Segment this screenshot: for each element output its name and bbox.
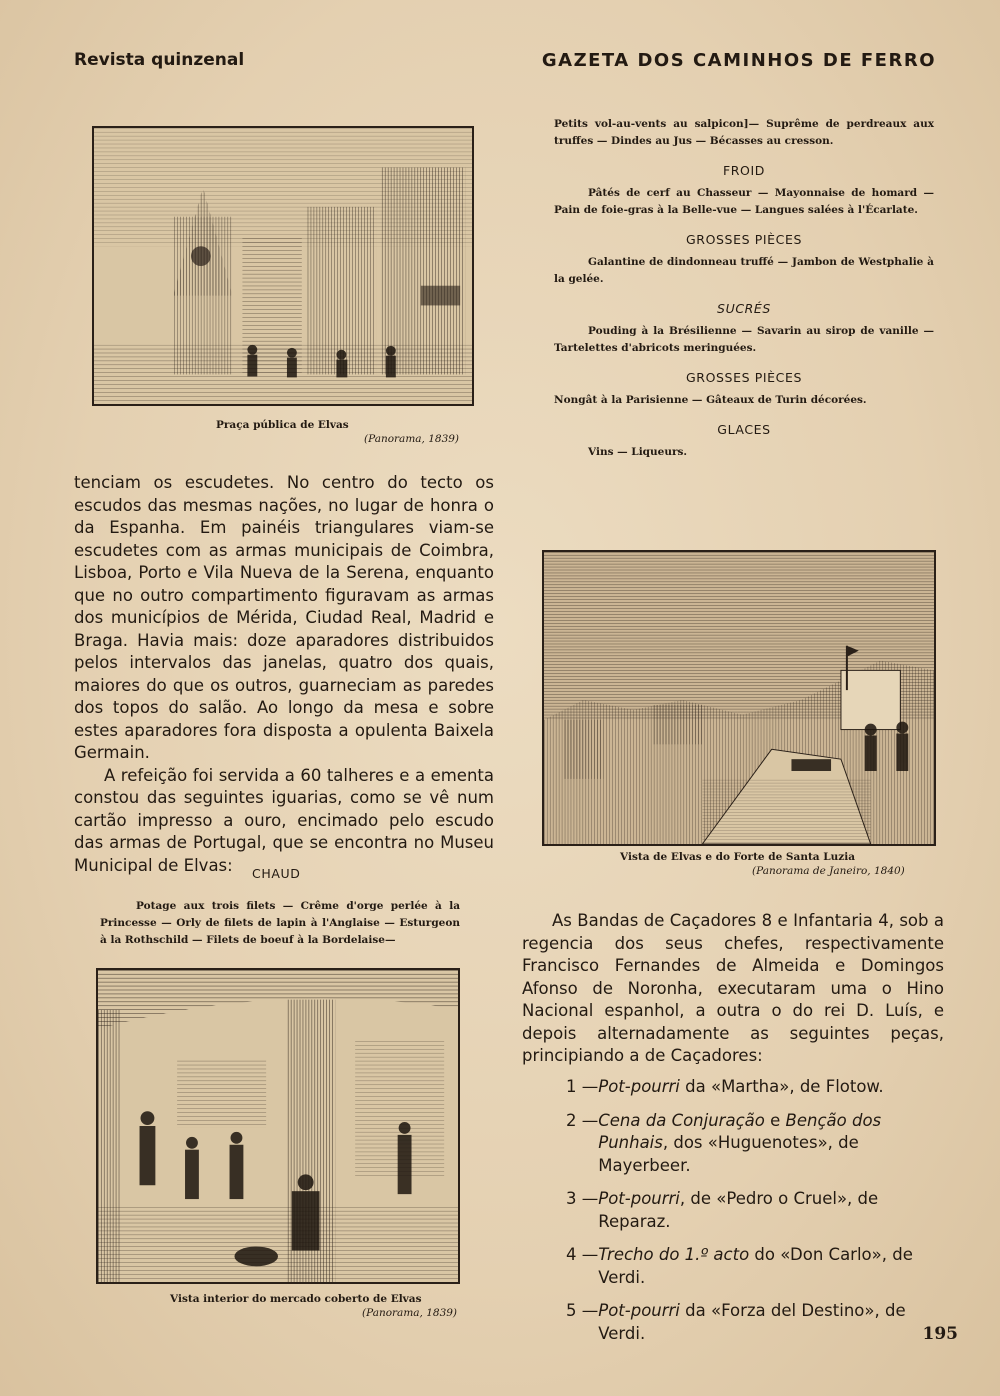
menu-chaud-text: Potage aux trois filets — Crême d'orge perlée à la Princesse — Orly de filets de lapin à l'Anglaise — Esturgeon à la Rothschild — Filets de boeuf à la Bordelaise— <box>100 900 460 946</box>
music-piece-4-title: Trecho do 1.º acto <box>598 1245 750 1264</box>
header-left: Revista quinzenal <box>74 50 245 70</box>
menu-grosses-pieces-title-2: GROSSES PIÈCES <box>686 370 802 385</box>
menu-grosses-pieces-title-1: GROSSES PIÈCES <box>686 232 802 247</box>
menu-froid-text: Pâtés de cerf au Chasseur — Mayonnaise de homard — Pain de foie-gras à la Belle-vue — Langues salées à l'Écarlate. <box>554 187 934 216</box>
menu-grosses-pieces-text-1: Galantine de dindonneau truffé — Jambon de Westphalie à la gelée. <box>554 256 934 285</box>
music-piece-1 <box>566 1076 944 1099</box>
paragraph-1: tenciam os escudetes. No centro do tecto os escudos das mesmas nações, no lugar de honra o da Espanha. Em painéis triangulares viam-se escudetes com as armas municipais de Coimbra, Lisboa, Porto e Vila Nueva de la Serena, enquanto que no outro compartimento figuravam as armas dos municípios de Mérida, Ciudad Real, Madrid e Braga. Havia mais: doze aparadores distribuidos pelos intervalos das janelas, quatro dos quais, maiores do que os outros, guarneciam as paredes dos topos do salão. Ao longo da mesa e sobre estes aparadores fora disposta a opulenta Baixela Germain. <box>74 473 494 762</box>
menu-grosses-pieces-text-2: Nongât à la Parisienne — Gâteaux de Turin décorées. <box>554 394 867 406</box>
bands-paragraph <box>522 910 944 1068</box>
engraving-praca-publica <box>92 126 474 406</box>
music-piece-2-number: 2 — <box>566 1110 599 1130</box>
music-piece-5 <box>566 1300 944 1345</box>
caption-praca-source <box>364 432 459 446</box>
left-column-text <box>74 472 494 877</box>
music-piece-4-rest: do «Don Carlo», de Verdi. <box>598 1245 913 1287</box>
menu-chaud-title: CHAUD <box>252 866 301 881</box>
menu-continuation: Petits vol-au-vents au salpicon]— Suprême de perdreaux aux truffes — Dindes au Jus — Bécasses au cresson. <box>554 118 934 147</box>
menu-glaces-title: GLACES <box>717 422 771 437</box>
music-piece-3 <box>566 1188 944 1233</box>
menu-sucres-title: SUCRÉS <box>717 301 771 316</box>
caption-praca-source-text: (Panorama, 1839) <box>364 433 460 445</box>
menu-glaces-text: Vins — Liqueurs. <box>588 446 688 458</box>
caption-mercado-title: Vista interior do mercado coberto de Elvas <box>170 1293 422 1305</box>
caption-mercado <box>170 1292 422 1306</box>
music-piece-2-title2: Benção dos Punhais <box>598 1110 882 1152</box>
music-piece-2-title: Cena da Conjuração <box>598 1110 765 1130</box>
caption-vista-source-text: (Panorama de Janeiro, 1840) <box>752 865 905 877</box>
caption-praca-title: Praça pública de Elvas <box>216 419 349 431</box>
music-piece-1-number: 1 — <box>566 1077 599 1096</box>
music-piece-5-rest: da «Forza del Destino», de Verdi. <box>598 1301 906 1343</box>
music-piece-1-rest: da «Martha», de Flotow. <box>679 1077 884 1096</box>
music-piece-2-rest2: , dos «Huguenotes», de Mayerbeer. <box>598 1133 859 1175</box>
page-number: 195 <box>922 1324 958 1344</box>
caption-vista-title: Vista de Elvas e do Forte de Santa Luzia <box>620 851 856 863</box>
music-piece-5-title: Pot-pourri <box>598 1301 680 1320</box>
music-pieces-list <box>566 1076 944 1356</box>
paragraph-2: A refeição foi servida a 60 talheres e a ementa constou das seguintes iguarias, como se vê num cartão impresso a ouro, encimado pelo escudo das armas de Portugal, que se encontra no Museu Municipal de Elvas: <box>74 765 494 875</box>
engraving-vista-elvas <box>542 550 936 846</box>
music-piece-3-number: 3 — <box>566 1189 599 1208</box>
music-piece-3-rest: , de «Pedro o Cruel», de Reparaz. <box>598 1189 879 1231</box>
caption-praca <box>216 418 349 432</box>
caption-mercado-source <box>362 1306 457 1320</box>
engraving-mercado <box>96 968 460 1284</box>
music-piece-5-number: 5 — <box>566 1301 599 1320</box>
music-piece-4 <box>566 1244 944 1289</box>
music-piece-2-rest: e <box>764 1110 786 1130</box>
menu-sucres-text: Pouding à la Brésilienne — Savarin au sirop de vanille — Tartelettes d'abricots meringuées. <box>554 325 934 354</box>
caption-mercado-source-text: (Panorama, 1839) <box>362 1307 458 1319</box>
header-right: GAZETA DOS CAMINHOS DE FERRO <box>541 50 936 71</box>
menu-right <box>554 116 934 461</box>
music-piece-2 <box>566 1110 944 1178</box>
music-piece-4-number: 4 — <box>566 1245 599 1264</box>
menu-froid-title: FROID <box>722 163 766 178</box>
music-piece-3-title: Pot-pourri <box>598 1189 680 1208</box>
bands-paragraph-text: As Bandas de Caçadores 8 e Infantaria 4, sob a regencia dos seus chefes, respectivamente Francisco Fernandes de Almeida e Domingos Afonso de Noronha, executaram uma o Hino Nacional espanhol, a outra o do rei D. Luís, e depois alternadamente as seguintes peças, principiando a de Caçadores: <box>522 911 944 1065</box>
caption-vista <box>620 850 855 864</box>
caption-vista-source <box>752 864 905 878</box>
music-piece-1-title: Pot-pourri <box>598 1077 680 1096</box>
